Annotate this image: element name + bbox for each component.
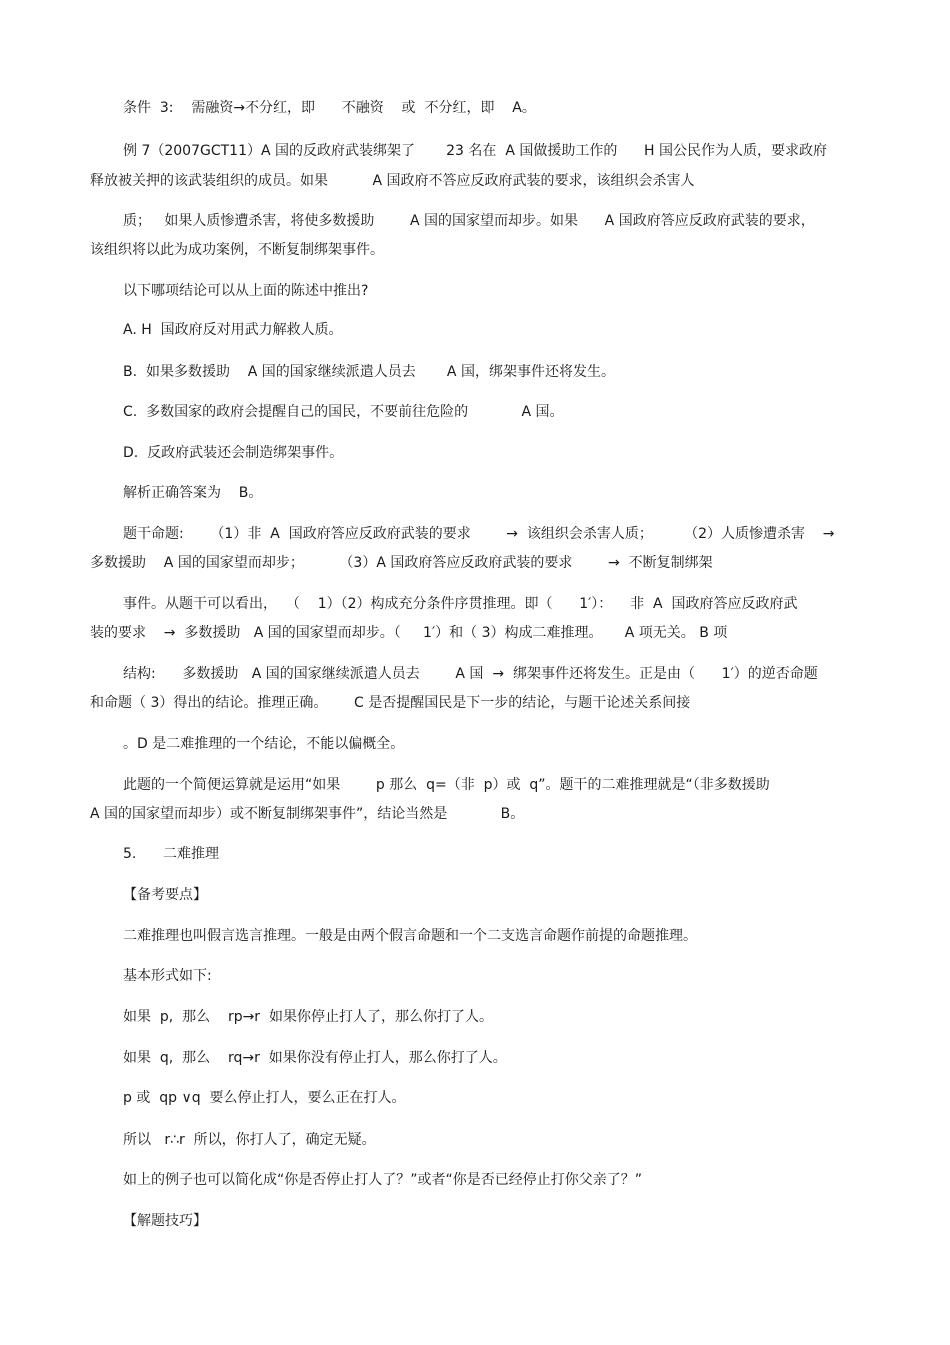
text-line: 结构: 多数援助 A 国的国家继续派遣人员去 A 国 → 绑架事件还将发生。正是由（ 1′）的逆否命题 bbox=[123, 666, 818, 682]
text-line: 例 7（2007GCT11）A 国的反政府武装绑架了 23 名在 A 国做援助工作的 H 国公民作为人质，要求政府 bbox=[123, 143, 828, 159]
text-line: 基本形式如下: bbox=[123, 968, 212, 984]
text-line: 条件 3: 需融资→不分红，即 不融资 或 不分红，即 A。 bbox=[123, 100, 536, 116]
text-line: 题干命题: （1）非 A 国政府答应反政府武装的要求 → 该组织会杀害人质； （2）人质惨遭杀害 → bbox=[123, 526, 835, 542]
subsection-heading: 【备考要点】 bbox=[123, 887, 207, 903]
text-line: 二难推理也叫假言选言推理。一般是由两个假言命题和一个二支选言命题作前提的命题推理。 bbox=[123, 928, 697, 944]
option-a: A. H 国政府反对用武力解救人质。 bbox=[123, 322, 343, 338]
section-heading: 5. 二难推理 bbox=[123, 846, 220, 862]
text-line: 。D 是二难推理的一个结论，不能以偏概全。 bbox=[123, 736, 405, 752]
text-line: 质； 如果人质惨遭杀害，将使多数援助 A 国的国家望而却步。如果 A 国政府答应反政府武装的要求， bbox=[123, 213, 815, 229]
answer-line: 解析正确答案为 B。 bbox=[123, 485, 263, 501]
text-line: 如上的例子也可以简化成“你是否停止打人了？”或者“你是否已经停止打你父亲了？” bbox=[123, 1172, 643, 1188]
text-line: 装的要求 → 多数援助 A 国的国家望而却步。（ 1′）和（ 3）构成二难推理。 A 项无关。 B 项 bbox=[90, 625, 728, 641]
formula-line: 如果 q, 那么 rq→r 如果你没有停止打人，那么你打了人。 bbox=[123, 1050, 507, 1066]
text-line: 释放被关押的该武装组织的成员。如果 A 国政府不答应反政府武装的要求，该组织会杀害人 bbox=[90, 173, 695, 189]
text-line: 该组织将以此为成功案例，不断复制绑架事件。 bbox=[90, 242, 384, 258]
formula-line: 如果 p, 那么 rp→r 如果你停止打人了，那么你打了人。 bbox=[123, 1009, 493, 1025]
option-b: B. 如果多数援助 A 国的国家继续派遣人员去 A 国，绑架事件还将发生。 bbox=[123, 364, 615, 380]
text-line: 多数援助 A 国的国家望而却步； （3）A 国政府答应反政府武装的要求 → 不断复制绑架 bbox=[90, 555, 713, 571]
text-line: A 国的国家望而却步）或不断复制绑架事件”，结论当然是 B。 bbox=[90, 806, 525, 822]
option-c: C. 多数国家的政府会提醒自己的国民，不要前往危险的 A 国。 bbox=[123, 404, 564, 420]
formula-line: p 或 qp ∨q 要么停止打人，要么正在打人。 bbox=[123, 1090, 406, 1106]
text-line: 以下哪项结论可以从上面的陈述中推出? bbox=[123, 283, 369, 299]
text-line: 和命题（ 3）得出的结论。推理正确。 C 是否提醒国民是下一步的结论，与题干论述关系间接 bbox=[90, 695, 691, 711]
text-line: 事件。从题干可以看出， （ 1）（2）构成充分条件序贯推理。即（ 1′）： 非 A 国政府答应反政府武 bbox=[123, 596, 798, 612]
formula-line: 所以 r∴r 所以，你打人了，确定无疑。 bbox=[123, 1132, 376, 1148]
text-line: 此题的一个简便运算就是运用“如果 p 那么 q=（非 p）或 q”。题干的二难推理就是“（非多数援助 bbox=[123, 777, 770, 793]
option-d: D. 反政府武装还会制造绑架事件。 bbox=[123, 445, 344, 461]
subsection-heading: 【解题技巧】 bbox=[123, 1213, 207, 1229]
